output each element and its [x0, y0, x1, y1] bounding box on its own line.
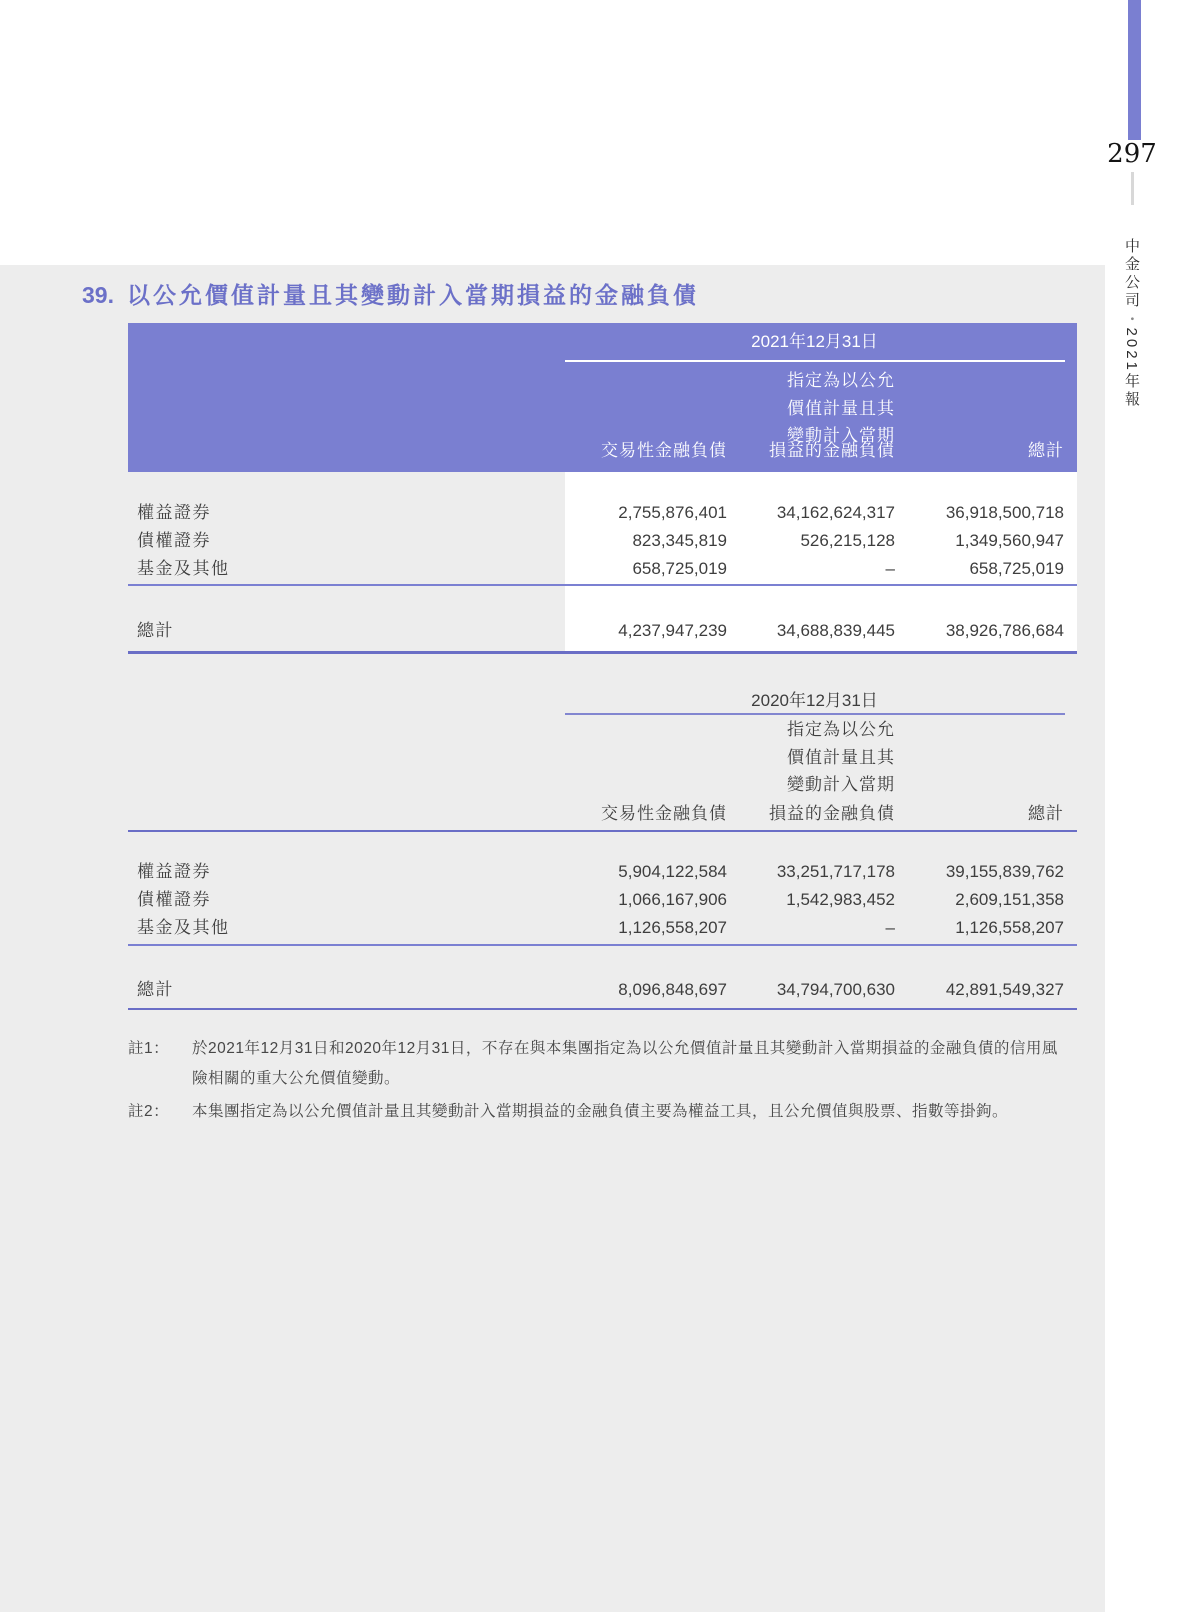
- date-header: 2020年12月31日: [751, 691, 878, 710]
- table-row: [128, 886, 1077, 914]
- cell-total: 42,891,549,327: [945, 979, 1064, 999]
- side-caption: [1121, 238, 1142, 438]
- designated-column-caption: 指定為以公允 價值計量且其 變動計入當期: [787, 720, 895, 794]
- footnote-2: [128, 1100, 1065, 1124]
- date-underline: [565, 360, 1065, 362]
- cell-designated: 34,162,624,317: [776, 503, 895, 522]
- column-headers: [128, 804, 1077, 824]
- page-number-tick: [1131, 172, 1134, 205]
- footnote-label: 註1：: [128, 1040, 170, 1057]
- bullet-separator: •: [1126, 317, 1137, 321]
- col-total: 總計: [1028, 803, 1064, 823]
- date-underline: [565, 713, 1065, 715]
- financial-liabilities-table-2020: [128, 690, 1077, 1010]
- table-row: [128, 858, 1077, 886]
- report-edition: 2021年報: [1123, 327, 1140, 409]
- cell-designated: –: [885, 559, 895, 578]
- cell-trading: 5,904,122,584: [618, 861, 727, 881]
- row-label: 權益證券: [137, 503, 211, 522]
- row-label: 基金及其他: [137, 559, 230, 578]
- cell-designated: 34,794,700,630: [776, 979, 895, 999]
- row-label: 總計: [137, 979, 174, 999]
- table-row: [128, 555, 1077, 583]
- cell-trading: 4,237,947,239: [618, 621, 727, 640]
- col-total: 總計: [1028, 441, 1064, 460]
- section-number: 39.: [82, 282, 114, 308]
- company-name: 中金公司: [1123, 238, 1140, 310]
- footnote-label: 註2：: [128, 1103, 170, 1120]
- cell-total: 1,349,560,947: [955, 531, 1064, 550]
- total-row: [128, 976, 1077, 1004]
- financial-liabilities-table-2021: [128, 323, 1077, 654]
- cell-designated: 526,215,128: [800, 531, 895, 550]
- footnote-1: [128, 1034, 1065, 1094]
- table-row: [128, 914, 1077, 942]
- cell-trading: 1,126,558,207: [618, 917, 727, 937]
- header-rule: [128, 830, 1077, 833]
- col-designated: 損益的金融負債: [769, 441, 895, 460]
- cell-total: 2,609,151,358: [955, 889, 1064, 909]
- cell-trading: 2,755,876,401: [618, 503, 727, 522]
- cell-total: 658,725,019: [969, 559, 1064, 578]
- page-accent-bar: [1128, 0, 1141, 140]
- cell-designated: 33,251,717,178: [776, 861, 895, 881]
- row-label: 總計: [137, 621, 174, 640]
- cell-total: 36,918,500,718: [945, 503, 1064, 522]
- table-body-2020: [128, 832, 1077, 1010]
- table-header-2021: [128, 323, 1077, 472]
- row-label: 基金及其他: [137, 917, 230, 937]
- cell-trading: 8,096,848,697: [618, 979, 727, 999]
- table-body-2021: [128, 472, 1077, 651]
- table-header-2020: [128, 690, 1077, 832]
- cell-trading: 823,345,819: [632, 531, 727, 550]
- table-closing-rule: [128, 651, 1077, 654]
- footnote-text: 本集團指定為以公允價值計量且其變動計入當期損益的金融負債主要為權益工具，且公允價值與股票、指數等掛鉤。: [192, 1103, 1009, 1120]
- col-trading: 交易性金融負債: [601, 441, 727, 460]
- row-label: 債權證券: [137, 889, 211, 909]
- row-label: 權益證券: [137, 861, 211, 881]
- footnote-text: 於2021年12月31日和2020年12月31日，不存在與本集團指定為以公允價值計量且其變動計入當期損益的金融負債的信用風險相關的重大公允價值變動。: [192, 1040, 1058, 1087]
- table-closing-rule: [128, 1008, 1077, 1011]
- col-designated: 損益的金融負債: [769, 803, 895, 823]
- total-row: [128, 617, 1077, 645]
- col-trading: 交易性金融負債: [601, 803, 727, 823]
- date-header: 2021年12月31日: [751, 332, 878, 351]
- table-row: [128, 499, 1077, 527]
- cell-trading: 658,725,019: [632, 559, 727, 578]
- section-heading: [82, 278, 699, 312]
- row-label: 債權證券: [137, 531, 211, 550]
- cell-trading: 1,066,167,906: [618, 889, 727, 909]
- subtotal-rule: [128, 584, 1077, 586]
- cell-total: 1,126,558,207: [955, 917, 1064, 937]
- cell-total: 38,926,786,684: [945, 621, 1064, 640]
- cell-total: 39,155,839,762: [945, 861, 1064, 881]
- section-title: 以公允價值計量且其變動計入當期損益的金融負債: [126, 282, 699, 308]
- page-number: 297: [1107, 139, 1157, 169]
- column-headers: [128, 437, 1077, 465]
- cell-designated: –: [885, 917, 895, 937]
- designated-column-caption: 指定為以公允 價值計量且其 變動計入當期: [787, 371, 895, 445]
- cell-designated: 34,688,839,445: [776, 621, 895, 640]
- table-row: [128, 527, 1077, 555]
- cell-designated: 1,542,983,452: [786, 889, 895, 909]
- subtotal-rule: [128, 944, 1077, 946]
